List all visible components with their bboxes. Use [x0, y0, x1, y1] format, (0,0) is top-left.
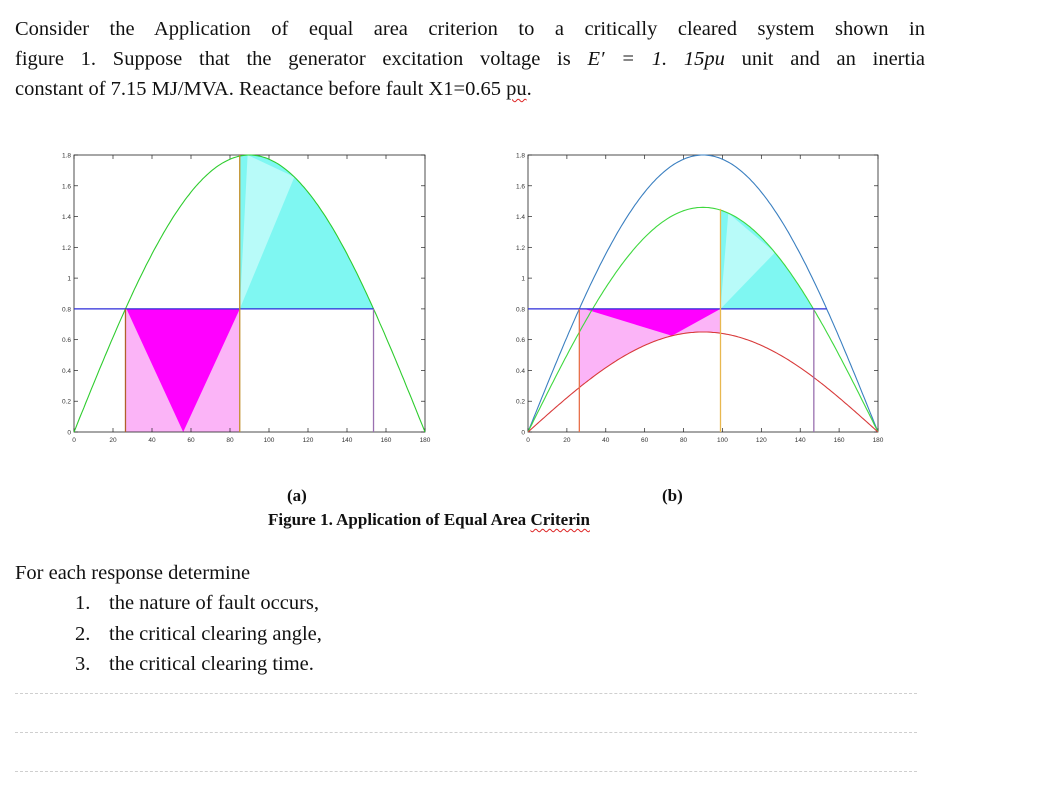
list-number: 3. [75, 653, 91, 675]
chart-a [62, 153, 431, 445]
x-tick-label: 40 [148, 437, 156, 444]
x-tick-label: 0 [526, 437, 530, 444]
figure-caption [268, 510, 590, 530]
problem-line-2 [15, 44, 925, 74]
figure-charts [0, 140, 1047, 450]
y-tick-label: 0 [521, 429, 525, 437]
x-tick-label: 120 [755, 437, 767, 444]
problem-line-3 [15, 74, 925, 104]
figure-label-a: (a) [287, 486, 307, 505]
power-angle-curve [528, 155, 878, 432]
x-tick-label: 100 [263, 437, 275, 444]
x-tick-label: 100 [717, 437, 728, 444]
answer-line[interactable] [15, 693, 917, 694]
list-number: 2. [75, 622, 91, 645]
x-tick-label: 120 [302, 437, 314, 444]
y-tick-label: 0.6 [515, 337, 525, 345]
plot-frame [528, 155, 878, 432]
y-tick-label: 1.6 [515, 183, 525, 191]
y-tick-label: 1.8 [515, 152, 525, 160]
figure-label-b: (b) [662, 486, 683, 505]
x-tick-label: 180 [419, 437, 431, 444]
y-tick-label: 0.8 [515, 306, 525, 314]
questions-list [75, 588, 322, 680]
x-tick-label: 160 [380, 437, 392, 444]
y-tick-label: 1 [67, 275, 71, 283]
x-tick-label: 20 [109, 437, 117, 444]
y-tick-label: 0.8 [61, 306, 71, 314]
chart-b [516, 153, 884, 445]
spellcheck-word: pu [506, 78, 527, 100]
x-tick-label: 20 [563, 437, 571, 444]
spellcheck-word: Criterin [530, 510, 590, 529]
answer-line[interactable] [15, 771, 917, 772]
text: figure 1. Suppose that the generator excitation voltage is [15, 48, 588, 70]
y-tick-label: 1.4 [515, 214, 525, 222]
x-tick-label: 140 [794, 437, 806, 444]
y-tick-label: 1.4 [61, 214, 71, 222]
text: Figure 1. Application of Equal Area [268, 510, 531, 529]
x-tick-label: 60 [641, 437, 649, 444]
list-number: 1. [75, 592, 91, 614]
x-tick-label: 180 [872, 437, 884, 444]
answer-line[interactable] [15, 732, 917, 733]
y-tick-label: 0.2 [61, 398, 71, 406]
x-tick-label: 40 [602, 437, 610, 444]
problem-statement [15, 14, 925, 104]
y-tick-label: 1 [521, 275, 525, 283]
list-text: the nature of fault occurs, [109, 592, 320, 614]
y-tick-label: 0 [67, 429, 71, 437]
x-tick-label: 0 [72, 437, 76, 444]
list-item [75, 649, 322, 680]
list-text: the critical clearing angle, [109, 622, 322, 645]
text: constant of 7.15 MJ/MVA. Reactance before fault X1=0.65 [15, 78, 507, 100]
x-tick-label: 80 [679, 437, 688, 444]
y-tick-label: 0.4 [515, 367, 525, 375]
x-tick-label: 60 [187, 437, 195, 444]
text: . [526, 78, 532, 100]
x-tick-label: 140 [341, 437, 353, 444]
y-tick-label: 1.8 [61, 152, 71, 160]
y-tick-label: 1.2 [61, 244, 71, 252]
x-tick-label: 160 [833, 437, 845, 444]
questions-intro: For each response determine [15, 562, 251, 584]
problem-line-1: Consider the Application of equal area criterion to a critically cleared system shown in [15, 18, 925, 40]
x-tick-label: 80 [226, 437, 234, 444]
list-text: the critical clearing time. [109, 653, 314, 675]
y-tick-label: 0.2 [515, 398, 525, 406]
y-tick-label: 1.6 [61, 183, 71, 191]
y-tick-label: 0.6 [61, 337, 71, 345]
list-item [75, 619, 322, 650]
text: unit and an inertia [724, 48, 925, 70]
list-item [75, 588, 322, 619]
math-expression: E′ = 1. 15pu [587, 48, 725, 70]
y-tick-label: 1.2 [515, 244, 525, 252]
y-tick-label: 0.4 [61, 367, 71, 375]
